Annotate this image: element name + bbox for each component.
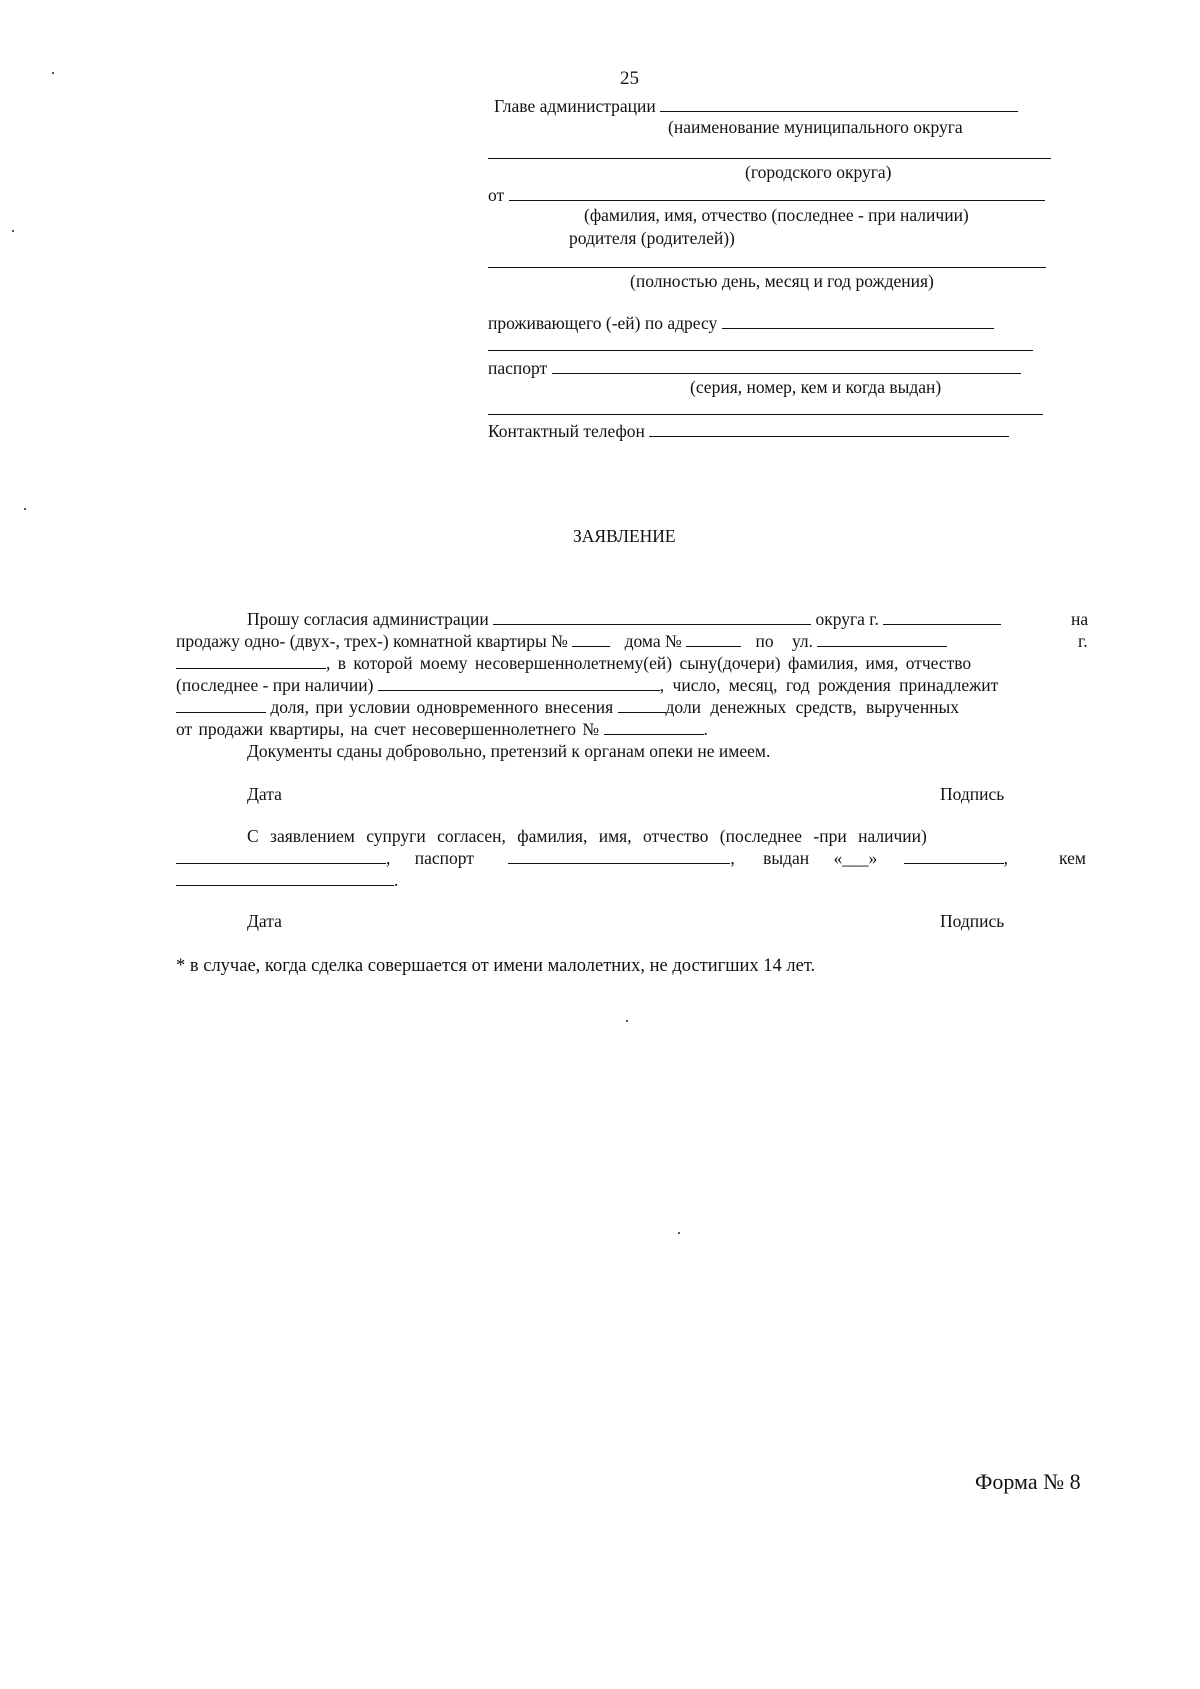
scan-speck — [626, 1020, 628, 1022]
body-l4-blank — [378, 675, 660, 691]
spouse-s3: . — [394, 870, 399, 890]
body-l1-c: на — [1071, 609, 1089, 629]
name-hint-2: родителя (родителей)) — [569, 228, 735, 248]
spouse-s2-b: паспорт — [414, 848, 474, 868]
body-line-7: Документы сданы добровольно, претензий к органам опеки не имеем. — [247, 741, 771, 761]
address-label: проживающего (-ей) по адресу — [488, 313, 718, 333]
spouse-passport-blank — [508, 848, 730, 864]
spouse-name-blank — [176, 848, 386, 864]
scan-speck — [52, 72, 54, 74]
body-l1-blank-1 — [493, 609, 811, 625]
footnote: * в случае, когда сделка совершается от имени малолетних, не достигших 14 лет. — [176, 956, 816, 976]
body-l2-b: дома № — [624, 631, 682, 651]
spouse-s2-c: , — [730, 848, 735, 868]
passport-line-2 — [488, 414, 1043, 415]
from-blank — [509, 185, 1045, 201]
body-l2-d: ул. — [791, 631, 814, 651]
scan-speck — [12, 230, 14, 232]
address-line-2 — [488, 350, 1033, 351]
signature-label-2: Подпись — [940, 911, 1005, 931]
address-row — [488, 312, 994, 334]
body-l4-b: , число, месяц, год рождения принадлежит — [659, 675, 999, 695]
phone-row — [488, 420, 1009, 442]
addressee-blank — [660, 96, 1018, 112]
address-blank — [722, 313, 994, 329]
body-l5-b: доли денежных средств, вырученных — [665, 697, 960, 717]
body-l6-b: . — [703, 719, 708, 739]
spouse-s2-e: «___» — [833, 848, 878, 868]
phone-label: Контактный телефон — [488, 421, 645, 441]
spouse-line-2 — [176, 847, 1008, 869]
spouse-issuer-blank — [176, 870, 394, 886]
body-l1-a: Прошу согласия администрации — [247, 609, 489, 629]
body-line-3 — [176, 652, 971, 674]
spouse-line-1: С заявлением супруги согласен, фамилия, имя, отчество (последнее -при наличии) — [247, 826, 927, 846]
scan-speck — [678, 1232, 680, 1234]
phone-blank — [649, 421, 1009, 437]
body-l2-blank-2 — [686, 631, 741, 647]
body-l2-blank-3 — [817, 631, 947, 647]
body-line-5 — [176, 696, 959, 718]
body-line-1 — [247, 608, 1001, 630]
body-l2-c: по — [755, 631, 774, 651]
body-line-6 — [176, 718, 708, 740]
signature-label-1: Подпись — [940, 784, 1005, 804]
birth-hint: (полностью день, месяц и год рождения) — [630, 271, 934, 291]
body-l2-blank-1 — [572, 631, 610, 647]
body-l5-a: доля, при условии одновременного внесения — [270, 697, 614, 717]
passport-hint: (серия, номер, кем и когда выдан) — [690, 377, 942, 397]
body-l5-blank-1 — [176, 697, 266, 713]
spouse-s2-g: кем — [1059, 848, 1086, 868]
scan-speck — [24, 508, 26, 510]
spouse-line-3 — [176, 869, 398, 891]
document-title: ЗАЯВЛЕНИЕ — [573, 526, 676, 546]
addressee-label — [494, 95, 1018, 117]
body-l4-a: (последнее - при наличии) — [176, 675, 374, 695]
date-label-1: Дата — [247, 784, 282, 804]
body-l5-blank-2 — [618, 697, 666, 713]
from-label: от — [488, 185, 505, 205]
passport-blank — [552, 358, 1021, 374]
date-label-2: Дата — [247, 911, 282, 931]
body-l3-blank — [176, 653, 326, 669]
spouse-s2-d: выдан — [763, 848, 810, 868]
spouse-date-blank — [904, 848, 1004, 864]
spouse-s2-a: , — [386, 848, 391, 868]
body-l6-a: от продажи квартиры, на счет несовершеннолетнего № — [176, 719, 600, 739]
body-line-2 — [176, 630, 947, 652]
body-l3-a: , в которой моему несовершеннолетнему(ей) сыну(дочери) фамилия, имя, отчество — [326, 653, 972, 673]
body-l1-b: округа г. — [815, 609, 879, 629]
body-l2-a: продажу одно- (двух-, трех-) комнатной квартиры № — [176, 631, 568, 651]
from-row — [488, 184, 1045, 206]
birth-line — [488, 267, 1046, 268]
form-number: Форма № 8 — [975, 1469, 1081, 1494]
body-l6-blank — [604, 719, 704, 735]
body-l1-blank-2 — [883, 609, 1001, 625]
city-hint: (городского округа) — [745, 162, 892, 182]
body-line-4 — [176, 674, 998, 696]
name-hint-1: (фамилия, имя, отчество (последнее - при наличии) — [584, 205, 969, 225]
passport-label: паспорт — [488, 358, 548, 378]
municipal-line — [488, 158, 1051, 159]
addressee-text: Главе администрации — [494, 96, 656, 116]
page-number: 25 — [620, 68, 639, 89]
municipal-hint: (наименование муниципального округа — [668, 117, 963, 137]
body-l2-e: г. — [1078, 631, 1088, 651]
spouse-s2-f: , — [1003, 848, 1008, 868]
